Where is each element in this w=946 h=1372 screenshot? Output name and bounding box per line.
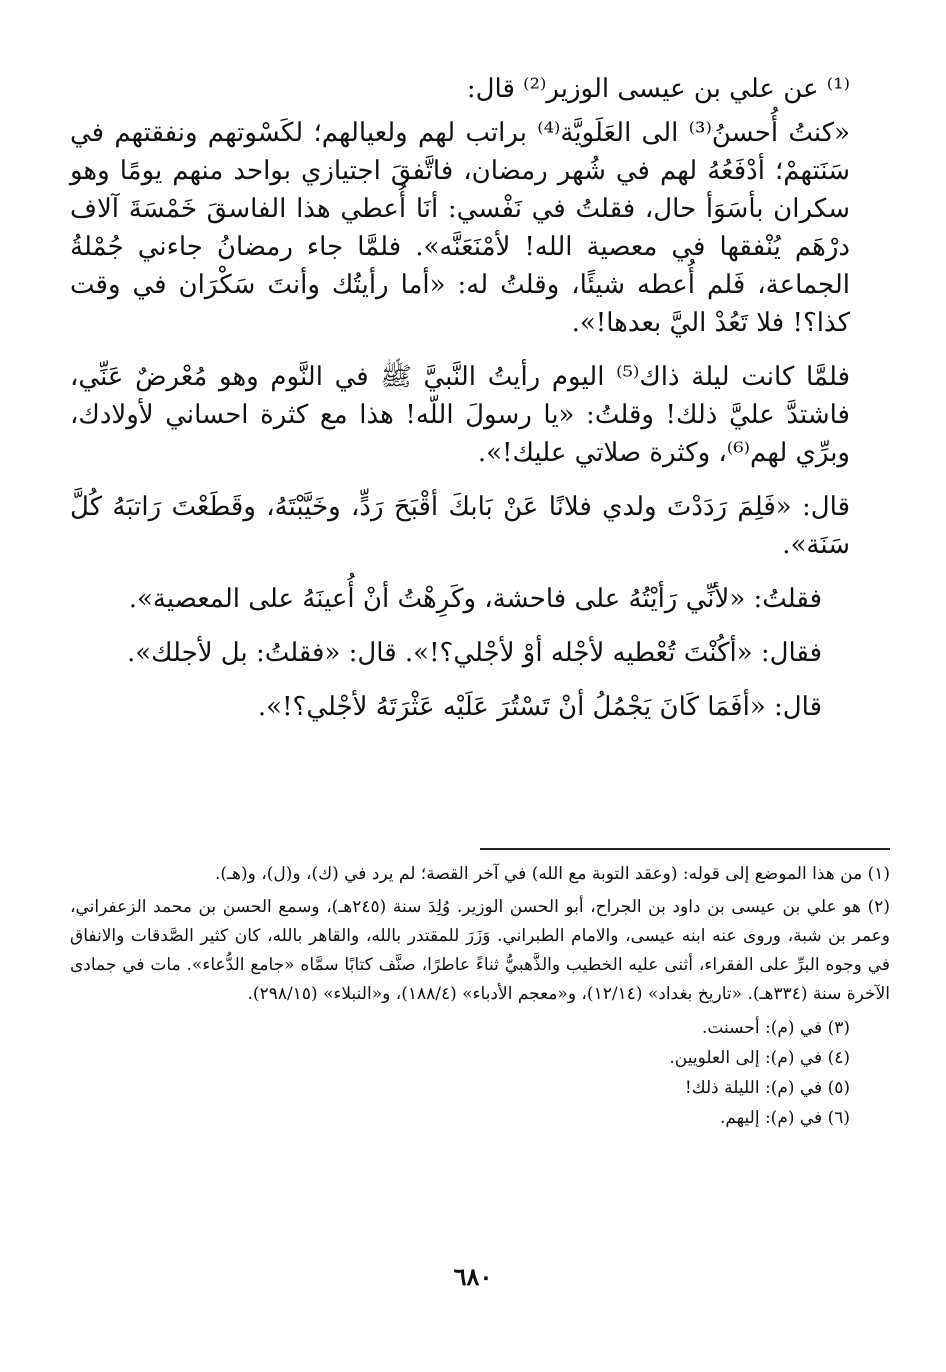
footnote-separator — [480, 848, 890, 850]
footnote-6: (٦) في (م): إليهم. — [719, 1108, 850, 1128]
footnote-1: (١) من هذا الموضع إلى قوله: (وعقد التوبة مع الله) في آخر القصة؛ لم يرد في (ك)، و(ل)، و(هـ). — [215, 864, 890, 884]
paragraph-reply: فقلتُ: «لأنِّي رَأيْتُهُ على فاحشة، وكَرِهْتُ أنْ أُعينَهُ على المعصية». — [128, 584, 822, 614]
footnote-4: (٤) في (م): إلى العلويين. — [669, 1048, 850, 1068]
page-body — [70, 70, 890, 1128]
paragraph-story: «كنتُ أُحسنُ⁽³⁾ الى العَلَويَّة⁽⁴⁾ براتب لهم ولعيالهم؛ لكَسْوتهم ونفقتهم في سَنَتهمْ؛ أدْفَعُهُ لهم في شُهر رمضان، فاتَّفقَ اجتيازي بواحد منهم يومًا وهو سكران بأسَوَأ حال، فقلتُ في نَفْسي: أنَا أُعطي هذا الفاسقَ خَمْسَةَ آلاف درْهَم يُنْفقها في معصية الله! لأمْنَعَنَّه». فلمَّا جاء رمضانُ جاءني جُمْلةُ الجماعة، فَلم أُعطه شيئًا، وقلتُ له: «أما رأيتُك وأنتَ سَكْرَان في وقت كذا؟! فلا تَعُدْ اليَّ بعدها!». — [70, 118, 850, 338]
paragraph-question-why: فقال: «أكُنْتَ تُعْطيه لأجْله أوْ لأجْلي؟!». قال: «فقلتُ: بل لأجلك». — [126, 638, 822, 668]
footnote-2: (٢) هو علي بن عيسى بن داود بن الجراح، أبو الحسن الوزير. وُلِدَ سنة (٢٤٥هـ)، وسمع الحسن بن محمد الزعفراني، وعمر بن شبة، وروى عنه ابنه عيسى، والامام الطبراني. وَزَرَ للمقتدر بالله، والقاهر بالله، كان كثير الصَّدقات والانفاق في وجوه البرِّ على الفقراء، أثنى عليه الخطيب والذَّهبيُّ ثناءً عاطرًا، صنَّف كتابًا سمَّاه «جامع الدُّعاء». مات في جمادى الآخرة سنة (٣٣٤هـ). «تاريخ بغداد» (١٢/١٤)، و«معجم الأدباء» (١٨٨/٤)، و«النبلاء» (٢٩٨/١٥). — [70, 897, 890, 1004]
footnote-5: (٥) في (م): الليلة ذلك! — [684, 1078, 850, 1098]
footnotes — [70, 860, 890, 1133]
page-number: ٦٨٠ — [453, 1262, 493, 1291]
footnote-3: (٣) في (م): أحسنت. — [701, 1018, 850, 1038]
main-text — [70, 70, 890, 726]
paragraph-dream: فلمَّا كانت ليلة ذاك⁽⁵⁾ اليوم رأيتُ النَّبيَّ ﷺ في النَّوم وهو مُعْرضٌ عَنِّي، فاشتدَّ عليَّ ذلك! وقلتُ: «يا رسولَ اللّه! هذا مع كثرة احساني لأولادك، وبرِّي لهم⁽⁶⁾، وكثرة صلاتي عليك!». — [70, 362, 850, 468]
paragraph-final-question: قال: «أفَمَا كَانَ يَجْمُلُ أنْ تَسْتُرَ عَلَيْه عَثْرَتَهُ لأجْلي؟!». — [257, 692, 822, 722]
paragraph-intro: ⁽¹⁾ عن علي بن عيسى الوزير⁽²⁾ قال: — [466, 74, 850, 104]
paragraph-prophet-question: قال: «فَلِمَ رَدَدْتَ ولدي فلانًا عَنْ بَابكَ أقْبَحَ رَدٍّ، وخَيَّبْتَهُ، وقَطَعْتَ رَاتبَهُ كُلَّ سَنَة». — [70, 492, 850, 560]
